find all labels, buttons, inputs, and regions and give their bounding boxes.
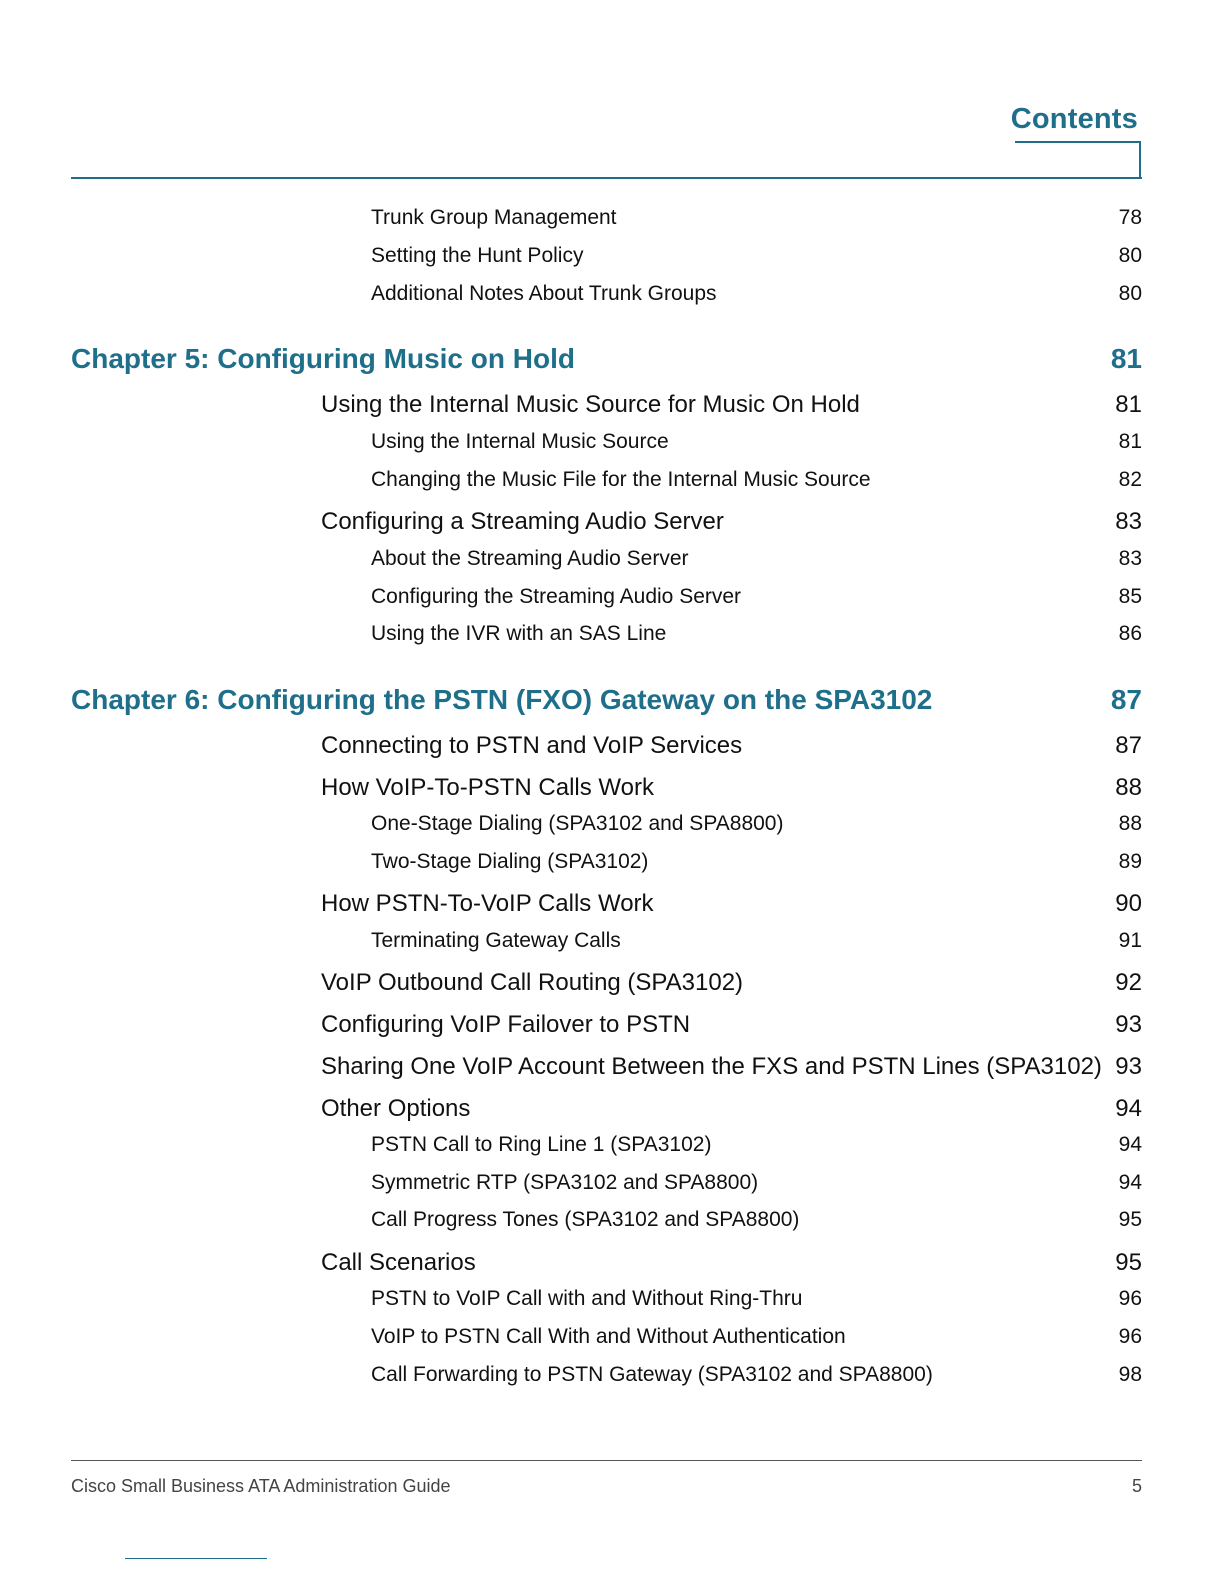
toc-subsection-entry[interactable] bbox=[0, 430, 1224, 466]
toc-subsection-entry[interactable] bbox=[0, 585, 1224, 621]
toc-entry-label[interactable]: Sharing One VoIP Account Between the FXS and PSTN Lines (SPA3102) bbox=[321, 1053, 1102, 1080]
toc-section-entry[interactable] bbox=[0, 732, 1224, 768]
toc-entry-label[interactable]: Using the Internal Music Source for Music On Hold bbox=[321, 391, 860, 418]
toc-entry-label[interactable]: How VoIP-To-PSTN Calls Work bbox=[321, 774, 654, 801]
toc-subsection-entry[interactable] bbox=[0, 468, 1224, 504]
toc-entry-label[interactable]: Terminating Gateway Calls bbox=[371, 929, 621, 952]
footer-page-number: 5 bbox=[1131, 1476, 1142, 1496]
toc-subsection-entry[interactable] bbox=[0, 282, 1224, 318]
toc-entry-page[interactable]: 96 bbox=[1118, 1325, 1142, 1348]
toc-entry-page[interactable]: 94 bbox=[1115, 1095, 1142, 1122]
toc-section-entry[interactable] bbox=[0, 969, 1224, 1005]
toc-entry-label[interactable]: PSTN Call to Ring Line 1 (SPA3102) bbox=[371, 1133, 712, 1156]
toc-subsection-entry[interactable] bbox=[0, 244, 1224, 280]
toc-entry-page[interactable]: 86 bbox=[1118, 622, 1142, 645]
toc-entry-page[interactable]: 87 bbox=[1110, 684, 1142, 715]
toc-entry-page[interactable]: 85 bbox=[1118, 585, 1142, 608]
toc-entry-page[interactable]: 81 bbox=[1115, 391, 1142, 418]
toc-entry-label[interactable]: PSTN to VoIP Call with and Without Ring-Thru bbox=[371, 1287, 803, 1310]
footer-doc-title: Cisco Small Business ATA Administration Guide bbox=[71, 1476, 451, 1496]
toc-entry-page[interactable]: 94 bbox=[1118, 1133, 1142, 1156]
toc-entry-label[interactable]: Symmetric RTP (SPA3102 and SPA8800) bbox=[371, 1171, 759, 1194]
page-title: Contents bbox=[1010, 103, 1138, 135]
toc-entry-page[interactable]: 94 bbox=[1118, 1171, 1142, 1194]
toc-entry-page[interactable]: 92 bbox=[1115, 969, 1142, 996]
toc-entry-page[interactable]: 87 bbox=[1115, 732, 1142, 759]
toc-entry-label[interactable]: About the Streaming Audio Server bbox=[371, 547, 689, 570]
toc-entry-page[interactable]: 78 bbox=[1118, 206, 1142, 229]
toc-subsection-entry[interactable] bbox=[0, 1363, 1224, 1399]
toc-entry-page[interactable]: 82 bbox=[1118, 468, 1142, 491]
toc-entry-label[interactable]: Connecting to PSTN and VoIP Services bbox=[321, 732, 743, 759]
toc-subsection-entry[interactable] bbox=[0, 850, 1224, 886]
toc-entry-label[interactable]: Two-Stage Dialing (SPA3102) bbox=[371, 850, 649, 873]
toc-entry-page[interactable]: 96 bbox=[1118, 1287, 1142, 1310]
toc-entry-label[interactable]: VoIP to PSTN Call With and Without Authentication bbox=[371, 1325, 846, 1348]
toc-subsection-entry[interactable] bbox=[0, 1287, 1224, 1323]
toc-entry-page[interactable]: 95 bbox=[1115, 1249, 1142, 1276]
toc-entry-label[interactable]: How PSTN-To-VoIP Calls Work bbox=[321, 890, 654, 917]
toc-entry-page[interactable]: 90 bbox=[1115, 890, 1142, 917]
toc-section-entry[interactable] bbox=[0, 1095, 1224, 1131]
toc-entry-page[interactable]: 80 bbox=[1118, 282, 1142, 305]
toc-subsection-entry[interactable] bbox=[0, 1325, 1224, 1361]
toc-entry-label[interactable]: Using the Internal Music Source bbox=[371, 430, 669, 453]
toc-section-entry[interactable] bbox=[0, 508, 1224, 544]
toc-entry-label[interactable]: Configuring the Streaming Audio Server bbox=[371, 585, 742, 608]
toc-subsection-entry[interactable] bbox=[0, 929, 1224, 965]
toc-subsection-entry[interactable] bbox=[0, 1171, 1224, 1207]
toc-section-entry[interactable] bbox=[0, 1053, 1224, 1089]
toc-section-entry[interactable] bbox=[0, 1249, 1224, 1285]
toc-entry-page[interactable]: 81 bbox=[1118, 430, 1142, 453]
toc-entry-page[interactable]: 81 bbox=[1110, 343, 1142, 374]
toc-subsection-entry[interactable] bbox=[0, 206, 1224, 242]
toc-entry-page[interactable]: 89 bbox=[1118, 850, 1142, 873]
toc-section-entry[interactable] bbox=[0, 890, 1224, 926]
toc-subsection-entry[interactable] bbox=[0, 1133, 1224, 1169]
bottom-link-underline bbox=[125, 1558, 267, 1559]
toc-section-entry[interactable] bbox=[0, 391, 1224, 427]
toc-entry-label[interactable]: Configuring a Streaming Audio Server bbox=[321, 508, 724, 535]
toc-entry-page[interactable]: 88 bbox=[1118, 812, 1142, 835]
toc-entry-page[interactable]: 98 bbox=[1118, 1363, 1142, 1386]
toc-entry-label[interactable]: Setting the Hunt Policy bbox=[371, 244, 584, 267]
toc-entry-label[interactable]: VoIP Outbound Call Routing (SPA3102) bbox=[321, 969, 744, 996]
toc-entry-label[interactable]: Call Scenarios bbox=[321, 1249, 476, 1276]
toc-entry-page[interactable]: 83 bbox=[1115, 508, 1142, 535]
toc-entry-page[interactable]: 83 bbox=[1118, 547, 1142, 570]
toc-entry-label[interactable]: Configuring VoIP Failover to PSTN bbox=[321, 1011, 691, 1038]
footer-divider bbox=[71, 1460, 1142, 1461]
toc-section-entry[interactable] bbox=[0, 1011, 1224, 1047]
toc-chapter-entry[interactable] bbox=[0, 343, 1224, 379]
toc-entry-label[interactable]: One-Stage Dialing (SPA3102 and SPA8800) bbox=[371, 812, 784, 835]
toc-entry-page[interactable]: 93 bbox=[1115, 1053, 1142, 1080]
toc-entry-page[interactable]: 95 bbox=[1118, 1208, 1142, 1231]
toc-entry-page[interactable]: 91 bbox=[1118, 929, 1142, 952]
toc-subsection-entry[interactable] bbox=[0, 812, 1224, 848]
toc-entry-page[interactable]: 93 bbox=[1115, 1011, 1142, 1038]
toc-entry-page[interactable]: 80 bbox=[1118, 244, 1142, 267]
toc-chapter-entry[interactable] bbox=[0, 684, 1224, 720]
toc-section-entry[interactable] bbox=[0, 774, 1224, 810]
toc-entry-label[interactable]: Changing the Music File for the Internal Music Source bbox=[371, 468, 871, 491]
toc-entry-label[interactable]: Call Progress Tones (SPA3102 and SPA8800) bbox=[371, 1208, 800, 1231]
toc-entry-label[interactable]: Call Forwarding to PSTN Gateway (SPA3102 and SPA8800) bbox=[371, 1363, 933, 1386]
toc-subsection-entry[interactable] bbox=[0, 1208, 1224, 1244]
toc-entry-label[interactable]: Additional Notes About Trunk Groups bbox=[371, 282, 717, 305]
toc-subsection-entry[interactable] bbox=[0, 622, 1224, 658]
toc-entry-label[interactable]: Chapter 5: Configuring Music on Hold bbox=[71, 343, 575, 374]
toc-entry-label[interactable]: Chapter 6: Configuring the PSTN (FXO) Gateway on the SPA3102 bbox=[71, 684, 933, 715]
toc-subsection-entry[interactable] bbox=[0, 547, 1224, 583]
toc-entry-label[interactable]: Trunk Group Management bbox=[371, 206, 617, 229]
toc-entry-label[interactable]: Other Options bbox=[321, 1095, 471, 1122]
toc-entry-label[interactable]: Using the IVR with an SAS Line bbox=[371, 622, 667, 645]
toc-entry-page[interactable]: 88 bbox=[1115, 774, 1142, 801]
